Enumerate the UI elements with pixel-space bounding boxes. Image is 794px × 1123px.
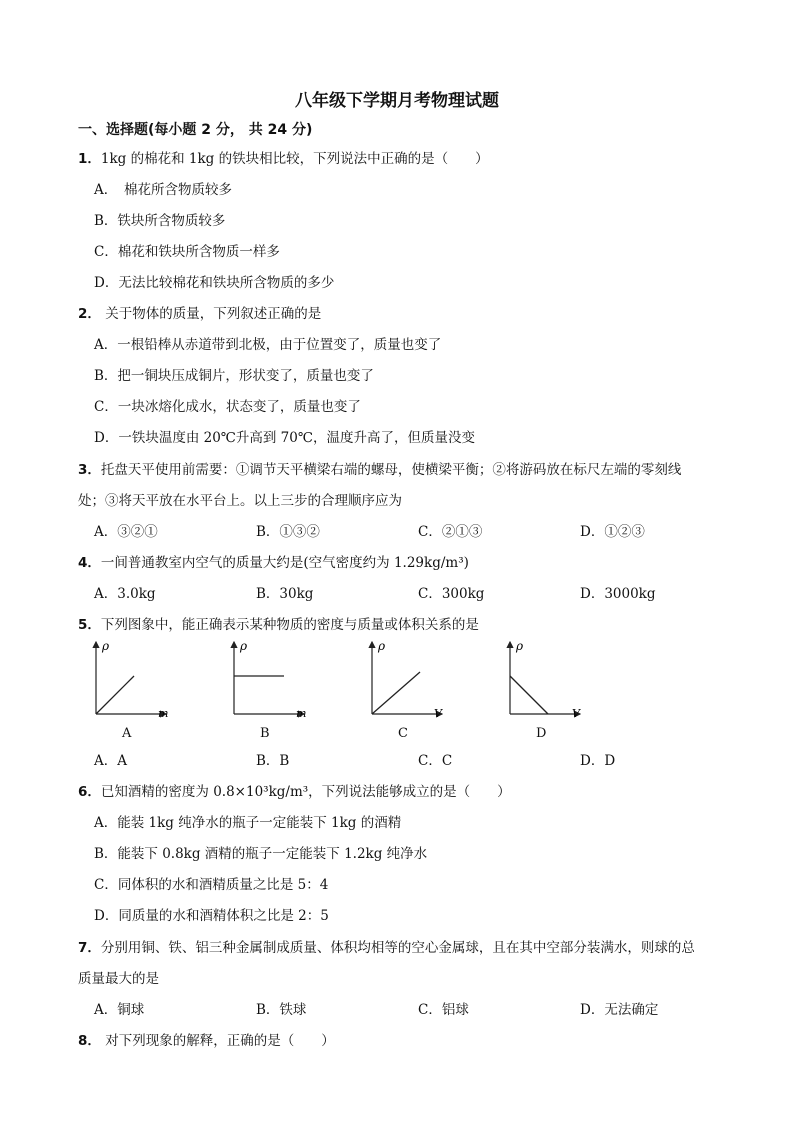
q1-option-b: B．铁块所含物质较多: [94, 213, 226, 229]
question-8: [78, 1029, 335, 1049]
graph-b: [226, 638, 316, 741]
x-axis-label: m: [296, 707, 307, 720]
q7-option-d: D．无法确定: [580, 1002, 659, 1018]
question-text: 已知酒精的密度为 0.8×10³kg/m³，下列说法能够成立的是（ ）: [100, 784, 511, 800]
x-axis-label: V: [434, 707, 442, 720]
page-title: 八年级下学期月考物理试题: [295, 91, 499, 111]
q2-option-b: B．把一铜块压成铜片，形状变了，质量也变了: [94, 368, 374, 384]
question-1: [78, 147, 489, 167]
graph-d: [502, 638, 592, 741]
q5-option-b: B．B: [256, 753, 290, 769]
question-7: [78, 936, 695, 956]
q5-option-a: A．A: [94, 753, 127, 769]
x-axis-label: V: [572, 707, 580, 720]
q7-option-b: B．铁球: [256, 1002, 307, 1018]
q3-option-d: D．①②③: [580, 524, 645, 540]
q6-option-b: B．能装下 0.8kg 酒精的瓶子一定能装下 1.2kg 纯净水: [94, 846, 428, 862]
question-6: [78, 780, 511, 800]
q1-option-c: C．棉花和铁块所含物质一样多: [94, 244, 280, 260]
question-text: 分别用铜、铁、铝三种金属制成质量、体积均相等的空心金属球，且在其中空部分装满水，则球的总: [100, 940, 695, 956]
q4-option-c: C．300kg: [418, 586, 485, 602]
question-number: 7．: [78, 940, 101, 956]
q4-option-d: D．3000kg: [580, 586, 656, 602]
graph-caption: B: [260, 726, 270, 741]
section-heading: 一、选择题(每小题 2 分， 共 24 分): [78, 122, 313, 138]
data-line: [96, 676, 134, 714]
question-7-continued: 质量最大的是: [78, 971, 159, 987]
q4-option-b: B．30kg: [256, 586, 314, 602]
q7-option-a: A．铜球: [94, 1002, 145, 1018]
q3-option-c: C．②①③: [418, 524, 483, 540]
graph-c-svg: [364, 638, 454, 718]
question-text: 1kg 的棉花和 1kg 的铁块相比较，下列说法中正确的是（ ）: [100, 151, 489, 167]
data-line: [510, 676, 548, 714]
x-axis-label: m: [158, 707, 169, 720]
question-text: 对下列现象的解释，正确的是（ ）: [100, 1033, 335, 1049]
q7-option-c: C．铝球: [418, 1002, 469, 1018]
question-number: 2．: [78, 306, 101, 322]
data-line: [372, 672, 420, 714]
q4-option-a: A．3.0kg: [94, 586, 156, 602]
graph-caption: C: [398, 726, 408, 741]
q1-option-d: D．无法比较棉花和铁块所含物质的多少: [94, 275, 335, 291]
graph-b-svg: [226, 638, 316, 718]
question-number: 6．: [78, 784, 101, 800]
question-text: 下列图象中，能正确表示某种物质的密度与质量或体积关系的是: [100, 617, 479, 633]
question-number: 4．: [78, 555, 101, 571]
question-text: 关于物体的质量，下列叙述正确的是: [100, 306, 322, 322]
question-4: [78, 551, 469, 571]
graph-a-svg: [88, 638, 178, 718]
question-number: 5．: [78, 617, 101, 633]
graph-a: [88, 638, 178, 741]
question-3: [78, 458, 681, 478]
graph-d-svg: [502, 638, 592, 718]
question-number: 1．: [78, 151, 101, 167]
graph-caption: D: [536, 726, 547, 741]
q3-option-a: A．③②①: [94, 524, 158, 540]
q2-option-a: A．一根铅棒从赤道带到北极，由于位置变了，质量也变了: [94, 337, 442, 353]
question-2: [78, 302, 321, 322]
q6-option-a: A．能装 1kg 纯净水的瓶子一定能装下 1kg 的酒精: [94, 815, 402, 831]
y-axis-label: ρ: [378, 639, 386, 653]
q2-option-c: C．一块冰熔化成水，状态变了，质量也变了: [94, 399, 361, 415]
y-axis-label: ρ: [516, 639, 524, 653]
q3-option-b: B．①③②: [256, 524, 320, 540]
graph-c: [364, 638, 454, 741]
y-axis-label: ρ: [102, 639, 110, 653]
y-axis-label: ρ: [240, 639, 248, 653]
q5-option-d: D．D: [580, 753, 616, 769]
question-5: [78, 613, 479, 633]
question-text: 一间普通教室内空气的质量大约是(空气密度约为 1.29kg/m³): [100, 555, 469, 571]
q2-option-d: D．一铁块温度由 20℃升高到 70℃，温度升高了，但质量没变: [94, 430, 475, 446]
question-number: 3．: [78, 462, 101, 478]
question-text: 托盘天平使用前需要：①调节天平横梁右端的螺母，使横梁平衡；②将游码放在标尺左端的零刻线: [100, 462, 682, 478]
question-number: 8．: [78, 1033, 101, 1049]
q5-option-c: C．C: [418, 753, 453, 769]
question-3-continued: 处；③将天平放在水平台上。以上三步的合理顺序应为: [78, 493, 402, 509]
q1-option-a: A． 棉花所含物质较多: [94, 182, 232, 198]
q6-option-c: C．同体积的水和酒精质量之比是 5：4: [94, 877, 329, 893]
graph-caption: A: [122, 726, 132, 741]
q6-option-d: D．同质量的水和酒精体积之比是 2：5: [94, 908, 329, 924]
